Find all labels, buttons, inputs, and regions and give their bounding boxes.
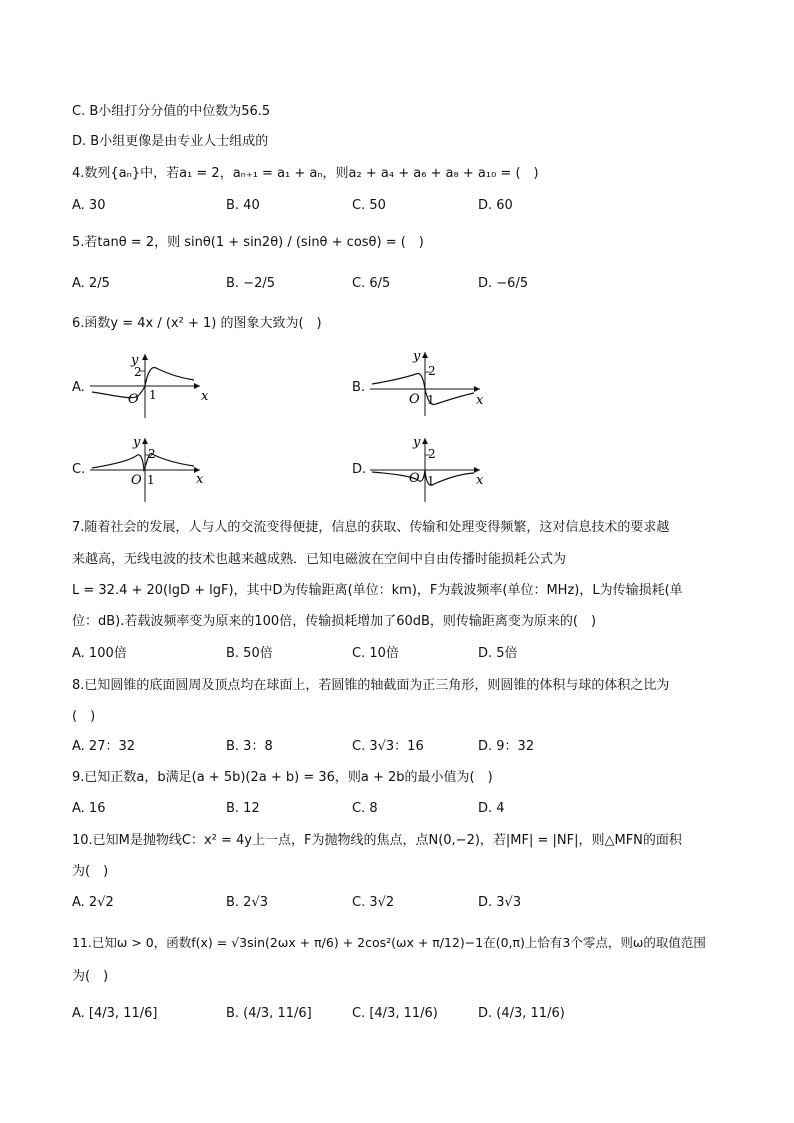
- q4-option-b: B. 40: [226, 198, 260, 213]
- q11-option-b: B. (4/3, 11/6]: [226, 1006, 312, 1021]
- q8-option-c: C. 3√3：16: [352, 739, 424, 754]
- graph-c-tick-y-label: 2: [148, 447, 156, 461]
- graph-d-label: D.: [352, 462, 367, 477]
- graph-a-x-label: x: [201, 389, 209, 404]
- graph-c-y-arrow: [142, 438, 148, 444]
- q10-option-c: C. 3√2: [352, 895, 395, 910]
- graph-d-y-arrow: [422, 438, 428, 444]
- q8-option-d: D. 9：32: [478, 739, 535, 754]
- q11-option-c: C. [4/3, 11/6): [352, 1006, 438, 1021]
- question-4: 4.数列{aₙ}中，若a₁ = 2，aₙ₊₁ = a₁ + aₙ，则a₂ + a₄ + a₆ + a₈ + a₁₀ = ( ): [72, 166, 539, 181]
- q7-option-a: A. 100倍: [72, 646, 127, 661]
- graph-a-curve: [92, 368, 194, 398]
- q9-option-a: A. 16: [72, 801, 106, 816]
- graph-a-tick-y-label: 2: [134, 365, 142, 379]
- q7-option-c: C. 10倍: [352, 646, 399, 661]
- q10-option-b: B. 2√3: [226, 895, 269, 910]
- graph-c-curve: [92, 453, 194, 470]
- question-6: 6.函数y = 4x / (x² + 1) 的图象大致为( ): [72, 316, 322, 331]
- q9-option-b: B. 12: [226, 801, 260, 816]
- graph-d-x-label: x: [476, 473, 484, 488]
- question-10-line-1: 10.已知M是抛物线C：x² = 4y上一点，F为抛物线的焦点，点N(0,−2)，若|MF| = |NF|，则△MFN的面积: [72, 833, 682, 848]
- graph-b-tick-y-label: 2: [428, 364, 436, 378]
- graph-a-x-arrow: [194, 383, 200, 389]
- option-line-d-prev: D. B小组更像是由专业人士组成的: [72, 134, 269, 149]
- graph-a-y-label: y: [131, 353, 139, 368]
- q5-option-c: C. 6/5: [352, 276, 391, 291]
- graph-d: [368, 432, 493, 506]
- graph-c-label: C.: [72, 462, 86, 477]
- question-7-line-1: 7.随着社会的发展，人与人的交流变得便捷，信息的获取、传输和处理变得频繁，这对信息技术的要求越: [72, 520, 670, 535]
- graph-a: [88, 348, 213, 422]
- graph-b: [368, 346, 493, 420]
- graph-b-x-arrow: [474, 386, 480, 392]
- question-11-line-2: 为( ): [72, 969, 109, 984]
- q11-option-a: A. [4/3, 11/6]: [72, 1006, 158, 1021]
- question-9: 9.已知正数a，b满足(a + 5b)(2a + b) = 36，则a + 2b的最小值为( ): [72, 770, 493, 785]
- q10-option-d: D. 3√3: [478, 895, 522, 910]
- q5-option-a: A. 2/5: [72, 276, 110, 291]
- graph-c-svg: [88, 432, 213, 502]
- question-7-line-3: L = 32.4 + 20(lgD + lgF)，其中D为传输距离(单位：km)，F为载波频率(单位：MHz)，L为传输损耗(单: [72, 583, 683, 598]
- question-8-line-2: ( ): [72, 709, 96, 724]
- question-11-line-1: 11.已知ω > 0，函数f(x) = √3sin(2ωx + π/6) + 2cos²(ωx + π/12)−1在(0,π)上恰有3个零点，则ω的取值范围: [72, 935, 706, 950]
- graph-a-svg: [88, 348, 213, 418]
- graph-b-label: B.: [352, 380, 366, 395]
- q8-option-a: A. 27：32: [72, 739, 136, 754]
- graph-b-origin: O: [409, 392, 420, 407]
- graph-c-x-label: x: [196, 472, 204, 487]
- graph-c-y-label: y: [133, 435, 141, 450]
- q5-option-b: B. −2/5: [226, 276, 275, 291]
- graph-d-tick-x-label: 1: [427, 474, 435, 488]
- graph-a-y-arrow: [142, 354, 148, 360]
- option-line-c-prev: C. B小组打分分值的中位数为56.5: [72, 104, 271, 119]
- graph-b-tick-x-label: 1: [427, 393, 435, 407]
- graph-a-origin: O: [128, 392, 139, 407]
- graph-a-label: A.: [72, 380, 85, 395]
- graph-d-svg: [368, 432, 493, 502]
- q4-option-c: C. 50: [352, 198, 386, 213]
- q5-option-d: D. −6/5: [478, 276, 529, 291]
- graph-c: [88, 432, 213, 506]
- graph-d-origin: O: [409, 471, 420, 486]
- graph-c-origin: O: [131, 473, 142, 488]
- graph-d-tick-y-label: 2: [428, 447, 436, 461]
- q10-option-a: A. 2√2: [72, 895, 114, 910]
- graph-b-y-label: y: [413, 349, 421, 364]
- q8-option-b: B. 3：8: [226, 739, 273, 754]
- q11-option-d: D. (4/3, 11/6): [478, 1006, 565, 1021]
- q7-option-b: B. 50倍: [226, 646, 273, 661]
- graph-d-y-label: y: [413, 435, 421, 450]
- graph-c-tick-x-label: 1: [147, 473, 155, 487]
- q4-option-d: D. 60: [478, 198, 513, 213]
- q7-option-d: D. 5倍: [478, 646, 518, 661]
- graph-b-x-label: x: [476, 393, 484, 408]
- q4-option-a: A. 30: [72, 198, 106, 213]
- question-5: 5.若tanθ = 2，则 sinθ(1 + sin2θ) / (sinθ + cosθ) = ( ): [72, 235, 424, 250]
- graph-a-tick-x-label: 1: [149, 388, 157, 402]
- question-8-line-1: 8.已知圆锥的底面圆周及顶点均在球面上，若圆锥的轴截面为正三角形，则圆锥的体积与球的体积之比为: [72, 678, 670, 693]
- question-7-line-4: 位：dB).若载波频率变为原来的100倍，传输损耗增加了60dB，则传输距离变为原来的( ): [72, 614, 597, 629]
- graph-b-svg: [368, 346, 493, 416]
- graph-b-y-arrow: [422, 352, 428, 358]
- graph-d-curve: [372, 470, 474, 485]
- question-7-line-2: 来越高，无线电波的技术也越来越成熟．已知电磁波在空间中自由传播时能损耗公式为: [72, 552, 567, 567]
- q9-option-d: D. 4: [478, 801, 505, 816]
- q9-option-c: C. 8: [352, 801, 378, 816]
- question-10-line-2: 为( ): [72, 864, 109, 879]
